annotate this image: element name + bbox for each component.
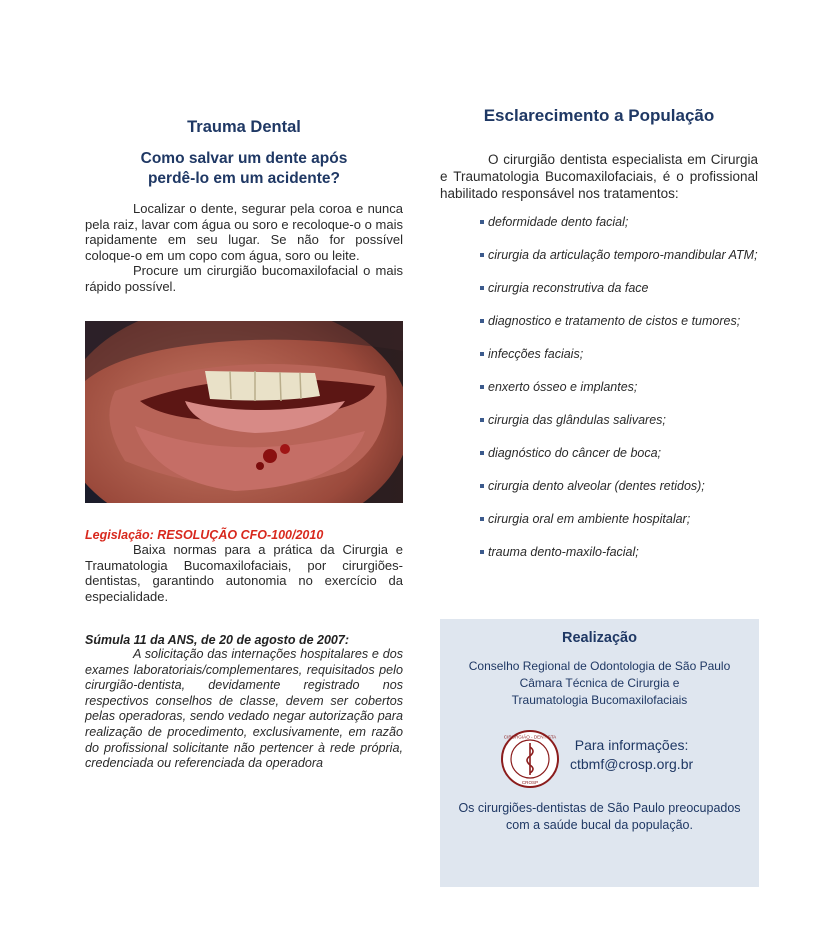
treatment-item: cirurgia oral em ambiente hospitalar; [480, 511, 758, 527]
org-line-2: Câmara Técnica de Cirurgia e [519, 676, 680, 690]
contact-block [500, 727, 740, 787]
treatment-item: cirurgia reconstrutiva da face [480, 280, 758, 296]
tagline-line-1: Os cirurgiões-dentistas de São Paulo preocupados [458, 801, 741, 815]
seal-top-text: CIRURGIÃO - DENTISTA [503, 734, 557, 740]
trauma-dental-title: Trauma Dental [187, 118, 301, 136]
treatment-item: deformidade dento facial; [480, 214, 758, 230]
treatment-item: infecções faciais; [480, 346, 758, 362]
instructions-paragraph: Localizar o dente, segurar pela coroa e nunca pela raiz, lavar com água ou soro e recoloque-o o mais rapidamente em seu lugar. Se não for possível coloque-o em um copo com água, soro ou leite. [85, 201, 403, 263]
tagline [440, 800, 759, 834]
seek-surgeon-paragraph: Procure um cirurgião bucomaxilofacial o mais rápido possível. [85, 263, 403, 294]
organization-block [440, 658, 759, 709]
left-column [85, 118, 403, 295]
sumula-text: A solicitação das internações hospitalares e dos exames laboratoriais/complementares, requisitados pelo cirurgião-dentista, devidamente registrado nos respectivos conselhos de classe, devem ser cobertos pelas operadoras, sendo vedado negar autorização para realização de procedimento, exclusivamente, em razão do profissional solicitante não pertencer à rede própria, credenciada ou referenciada da operadora [85, 647, 403, 771]
legislation-section [85, 528, 403, 604]
seal-bottom-text: CROSP [521, 780, 539, 785]
info-label: Para informações: [574, 737, 689, 753]
esclarecimento-title: Esclarecimento a População [483, 106, 715, 125]
legislation-heading: Legislação: RESOLUÇÃO CFO-100/2010 [85, 528, 324, 542]
contact-info [570, 736, 693, 774]
sumula-section [85, 633, 403, 772]
treatment-item: diagnóstico do câncer de boca; [480, 445, 758, 461]
treatment-item: trauma dento-maxilo-facial; [480, 544, 758, 560]
legislation-text: Baixa normas para a prática da Cirurgia e Traumatologia Bucomaxilofaciais, por cirurgiões-dentistas, garantindo autonomia no exercício da especialidade. [85, 542, 403, 604]
subtitle-line-1: Como salvar um dente após [140, 150, 348, 167]
treatment-item: cirurgia dento alveolar (dentes retidos); [480, 478, 758, 494]
right-column [440, 106, 758, 560]
mouth-injury-image [85, 321, 403, 503]
contact-email[interactable]: ctbmf@crosp.org.br [570, 756, 694, 772]
crosp-seal-icon [500, 729, 560, 789]
treatment-item: enxerto ósseo e implantes; [480, 379, 758, 395]
dental-trauma-photo [85, 321, 403, 503]
treatment-item: cirurgia das glândulas salivares; [480, 412, 758, 428]
sumula-heading: Súmula 11 da ANS, de 20 de agosto de 2007: [85, 633, 349, 647]
tagline-line-2: com a saúde bucal da população. [506, 818, 693, 832]
treatments-list [440, 214, 758, 560]
realizacao-heading: Realização [562, 630, 637, 646]
org-line-1: Conselho Regional de Odontologia de São Paulo [468, 659, 731, 673]
question-subtitle [85, 149, 403, 189]
intro-paragraph: O cirurgião dentista especialista em Cirurgia e Traumatologia Bucomaxilofaciais, é o profissional habilitado responsável nos tratamentos: [440, 152, 758, 201]
treatment-item: diagnostico e tratamento de cistos e tumores; [480, 313, 758, 329]
realizacao-box [440, 619, 759, 887]
org-line-3: Traumatologia Bucomaxilofaciais [511, 693, 688, 707]
treatment-item: cirurgia da articulação temporo-mandibular ATM; [480, 247, 758, 263]
subtitle-line-2: perdê-lo em um acidente? [147, 170, 341, 187]
